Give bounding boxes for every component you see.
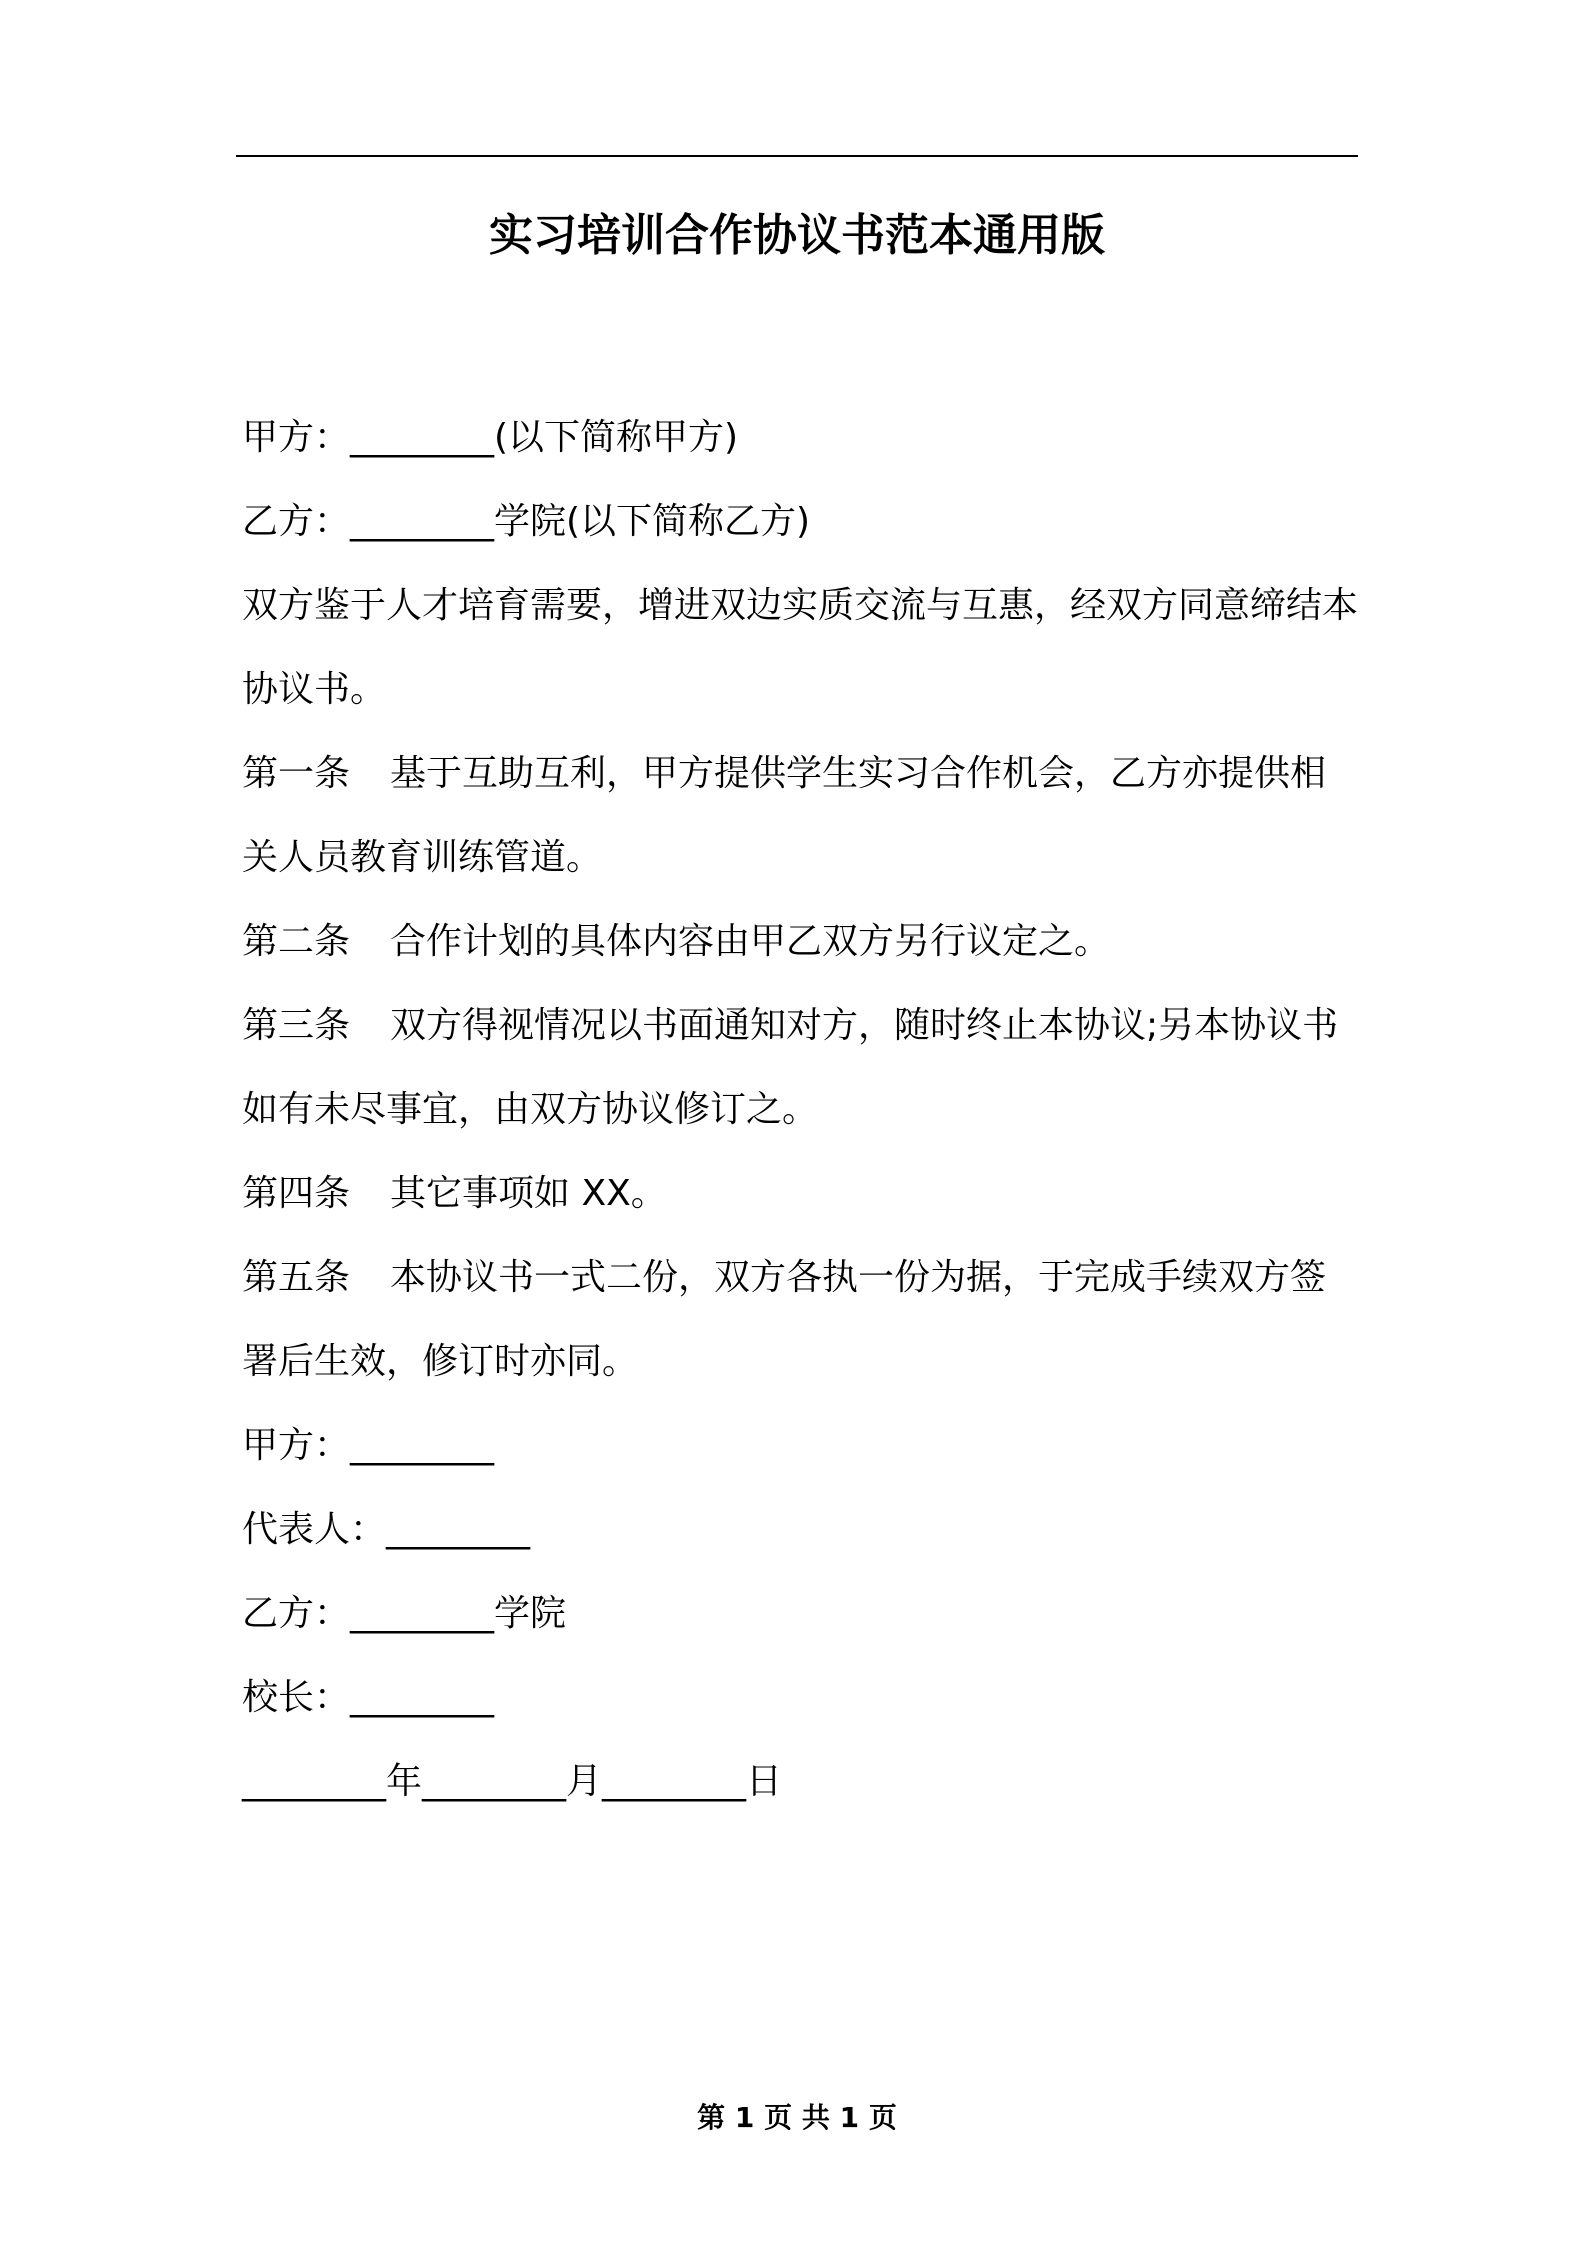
- header-rule: [236, 155, 1358, 157]
- article-label: 第四条: [242, 1173, 351, 1214]
- article-4: [242, 1152, 1358, 1236]
- article-text: 双方得视情况以书面通知对方，随时终止本协议;另本协议书如有未尽事宜，由双方协议修订之。: [242, 1005, 1339, 1130]
- article-3: [242, 984, 1358, 1152]
- article-text: 其它事项如 XX。: [390, 1173, 667, 1214]
- page-number: 第 1 页 共 1 页: [697, 2101, 897, 2134]
- article-text: 本协议书一式二份，双方各执一份为据，于完成手续双方签署后生效，修订时亦同。: [242, 1257, 1327, 1382]
- article-2: [242, 900, 1358, 984]
- party-b-line: 乙方：________学院(以下简称乙方): [242, 501, 811, 542]
- intro-paragraph: 双方鉴于人才培育需要，增进双边实质交流与互惠，经双方同意缔结本协议书。: [242, 585, 1359, 710]
- article-label: 第五条: [242, 1257, 351, 1298]
- signature-party-b: 乙方：________学院: [242, 1593, 567, 1634]
- signature-representative: 代表人：________: [242, 1509, 531, 1550]
- document-title: 实习培训合作协议书范本通用版: [489, 210, 1105, 261]
- article-label: 第一条: [242, 753, 351, 794]
- article-5: [242, 1236, 1358, 1404]
- article-label: 第三条: [242, 1005, 351, 1046]
- article-label: 第二条: [242, 921, 351, 962]
- article-text: 合作计划的具体内容由甲乙双方另行议定之。: [390, 921, 1111, 962]
- signature-date: ________年________月________日: [242, 1761, 782, 1802]
- signature-principal: 校长：________: [242, 1677, 495, 1718]
- signature-party-a: 甲方：________: [242, 1425, 495, 1466]
- document-body: [242, 396, 1358, 1824]
- article-text: 基于互助互利，甲方提供学生实习合作机会，乙方亦提供相关人员教育训练管道。: [242, 753, 1327, 878]
- party-a-line: 甲方：________(以下简称甲方): [242, 417, 739, 458]
- article-1: [242, 732, 1358, 900]
